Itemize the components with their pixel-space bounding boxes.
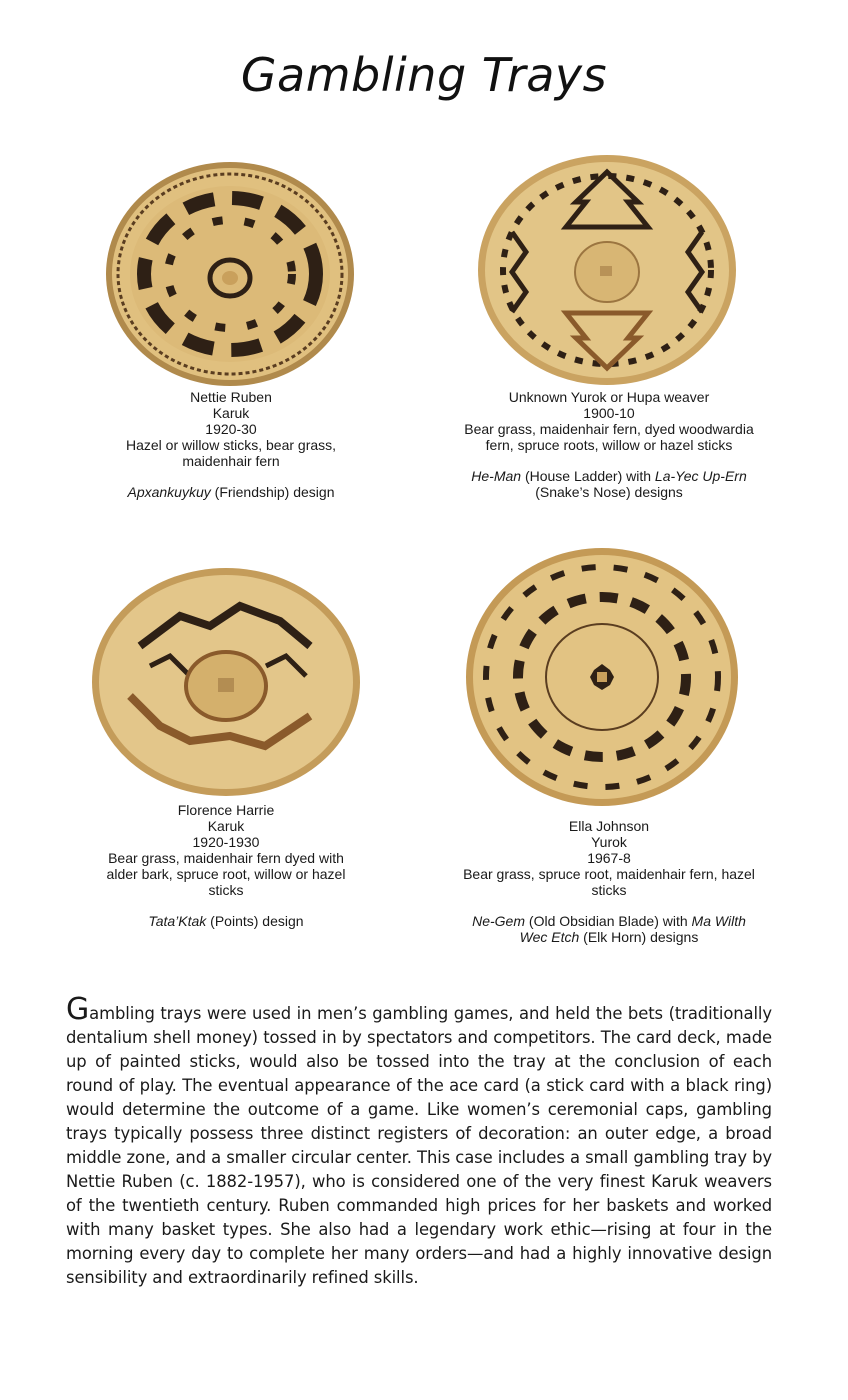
body-paragraph [66, 992, 772, 1290]
materials-line: Hazel or willow sticks, bear grass, [125, 437, 337, 453]
materials-line: sticks [591, 882, 627, 898]
date: 1967-8 [587, 850, 631, 866]
tray-caption [96, 389, 366, 500]
basket-tray-image [90, 566, 362, 798]
design-name: Ne-Gem (Old Obsidian Blade) with Ma Wilth [472, 913, 746, 929]
materials-line: alder bark, spruce root, willow or hazel [106, 866, 346, 882]
tray-caption [436, 389, 782, 500]
materials-line: sticks [208, 882, 244, 898]
materials-line: maidenhair fern [182, 453, 280, 469]
materials-line: fern, spruce roots, willow or hazel sticks [485, 437, 733, 453]
materials-line: Bear grass, maidenhair fern dyed with [108, 850, 344, 866]
design-name-line2: Wec Etch (Elk Horn) designs [519, 929, 699, 945]
date: 1900-10 [583, 405, 635, 421]
weaver-name: Ella Johnson [568, 818, 650, 834]
body-text: ambling trays were used in men’s gambling games, and held the bets (traditionally dentalium shell money) tossed in by spectators and competitors. The card deck, made up of painted sticks, would also be tossed into the tray at the conclusion of each round of play. The eventual appearance of the ace card (a stick card with a black ring) would determine the outcome of a game. Like women’s ceremonial caps, gambling trays typically possess three distinct registers of decoration: an outer edge, a broad middle zone, and a smaller circular center. This case includes a small gambling tray by Nettie Ruben (c. 1882-1957), who is considered one of the very finest Karuk weavers of the twentieth century. Ruben commanded high prices for her baskets and worked with many basket types. She also had a legendary work ethic—rising at four in the morning every day to complete her many orders—and had a highly innovative design sensibility and extraordinarily refined skills. [66, 1004, 772, 1287]
tray-caption [86, 802, 366, 929]
design-name: He-Man (House Ladder) with La-Yec Up-Ern [471, 468, 747, 484]
tribe: Karuk [212, 405, 250, 421]
date: 1920-30 [205, 421, 257, 437]
design-name: Tata’Ktak (Points) design [148, 913, 304, 929]
basket-tray-image [464, 546, 740, 808]
tray-caption [436, 818, 782, 945]
page-title: Gambling Trays [240, 48, 608, 102]
tribe: Yurok [591, 834, 627, 850]
design-name: Apxankuykuy (Friendship) design [127, 484, 335, 500]
weaver-name: Florence Harrie [177, 802, 275, 818]
weaver-name: Nettie Ruben [190, 389, 272, 405]
basket-tray-image [476, 152, 738, 388]
weaver-name: Unknown Yurok or Hupa weaver [508, 389, 710, 405]
basket-tray-image [104, 160, 356, 388]
design-name-line2: (Snake’s Nose) designs [535, 484, 683, 500]
tribe: Karuk [207, 818, 245, 834]
date: 1920-1930 [192, 834, 260, 850]
drop-cap: G [66, 992, 90, 1027]
materials-line: Bear grass, spruce root, maidenhair fern, hazel [463, 866, 755, 882]
materials-line: Bear grass, maidenhair fern, dyed woodwardia [464, 421, 754, 437]
